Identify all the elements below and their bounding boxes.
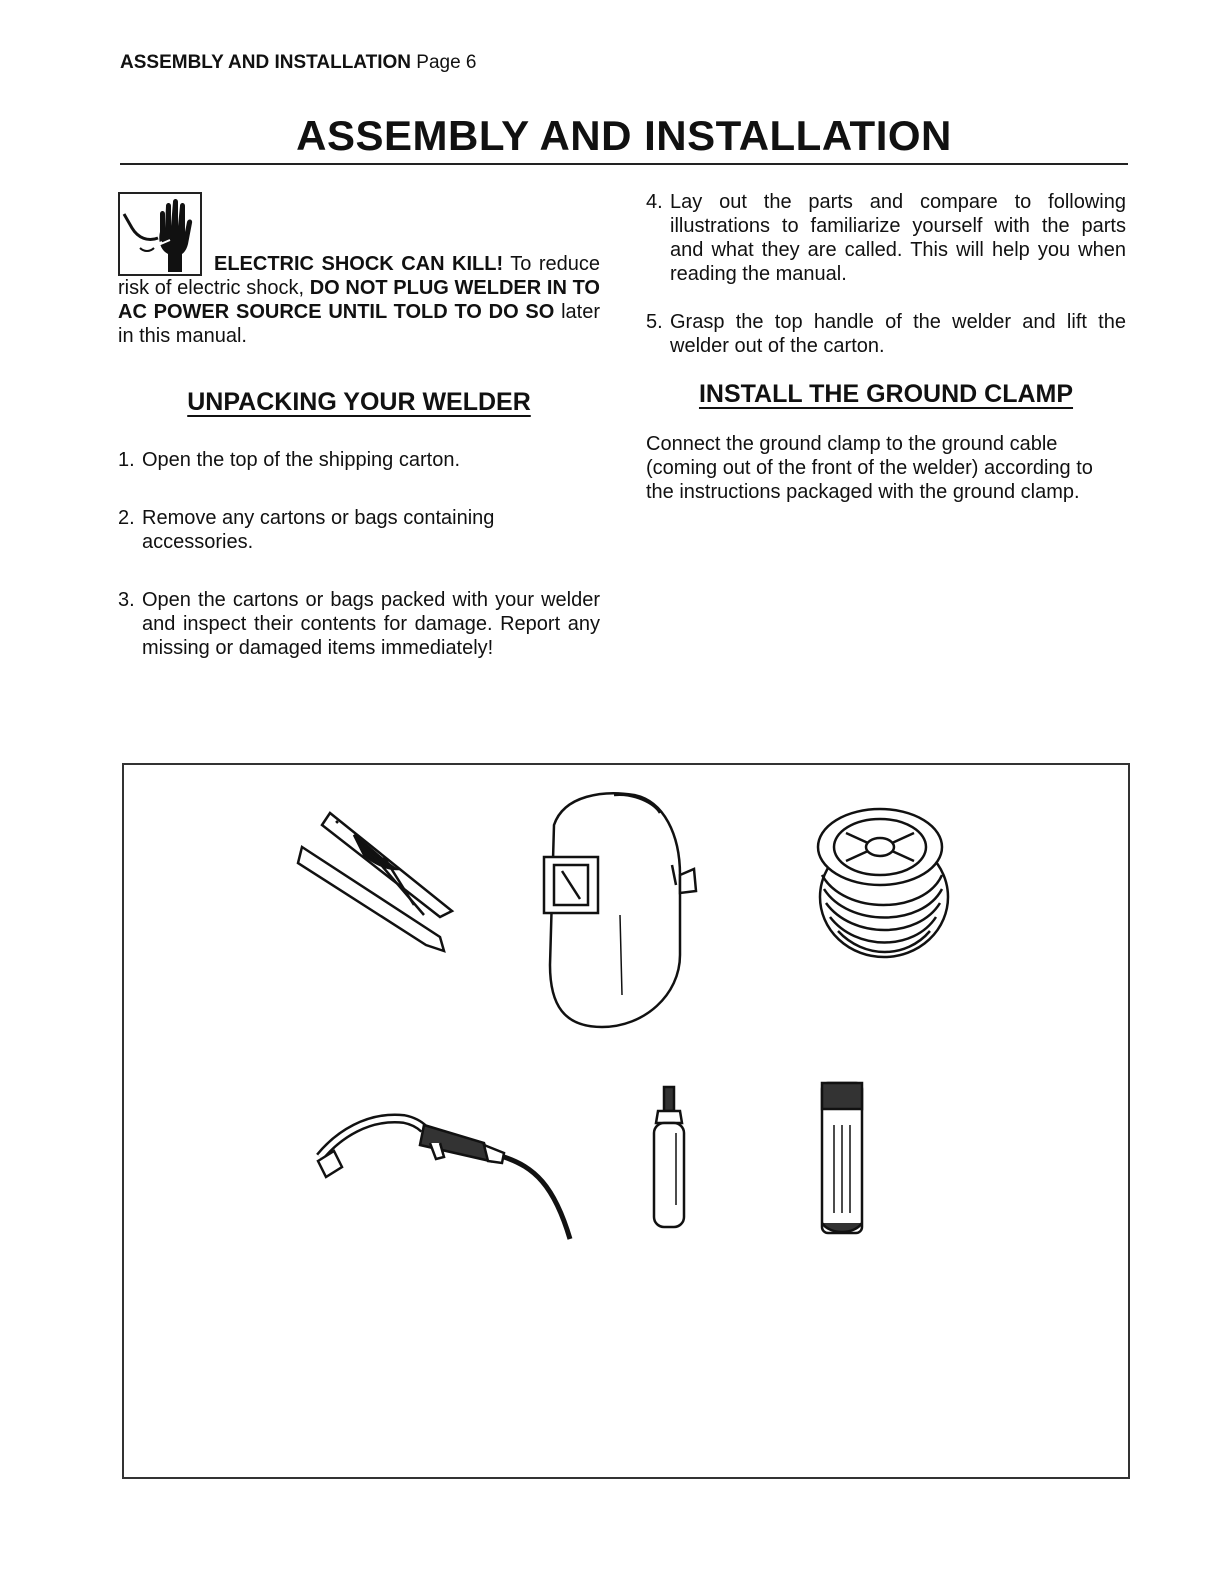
parts-illustration-drawing	[124, 765, 1128, 1477]
shock-warning	[118, 190, 600, 348]
hand-shock-icon	[118, 192, 202, 276]
gas-cylinder-icon	[654, 1087, 684, 1227]
step-number: 2.	[118, 507, 135, 529]
warning-bold-text: DO NOT PLUG WELDER IN TO AC POWER SOURCE UNTIL TOLD TO DO SO	[118, 277, 600, 323]
right-column	[646, 190, 1126, 504]
step-number: 3.	[118, 589, 135, 611]
warning-text-1: To reduce risk of electric shock,	[118, 253, 600, 299]
welding-helmet-icon	[544, 793, 696, 1027]
step-number: 5.	[646, 311, 663, 333]
step-4	[646, 190, 1126, 286]
warning-lead: ELECTRIC SHOCK CAN KILL!	[214, 253, 504, 275]
step-1	[118, 448, 600, 472]
step-2	[118, 506, 600, 554]
step-text: Remove any cartons or bags containing accessories.	[142, 507, 495, 553]
step-3	[118, 588, 600, 660]
mig-gun-icon	[318, 1118, 570, 1239]
running-header-section: ASSEMBLY AND INSTALLATION	[120, 52, 411, 73]
ground-clamp-icon	[298, 813, 452, 951]
unpacking-heading: UNPACKING YOUR WELDER	[187, 388, 531, 416]
left-column	[118, 190, 600, 660]
step-text: Open the cartons or bags packed with your welder and inspect their contents for damage. Report any missing or damaged items immediately!	[142, 589, 600, 659]
step-5	[646, 310, 1126, 358]
page-number: Page 6	[416, 52, 477, 73]
step-text: Lay out the parts and compare to following illustrations to familiarize yourself with the parts and what they are called. This will help you when reading the manual.	[670, 191, 1126, 285]
contact-tips-icon	[822, 1083, 862, 1233]
ground-clamp-heading: INSTALL THE GROUND CLAMP	[698, 380, 1074, 408]
wire-spool-icon	[818, 809, 948, 957]
title-divider	[120, 163, 1128, 165]
step-text: Grasp the top handle of the welder and lift the welder out of the carton.	[670, 311, 1126, 357]
ground-clamp-text: Connect the ground clamp to the ground cable (coming out of the front of the welder) according to the instructions packaged with the ground clamp.	[646, 433, 1093, 503]
step-number: 1.	[118, 449, 135, 471]
page-title: ASSEMBLY AND INSTALLATION	[296, 112, 952, 159]
running-header	[120, 52, 477, 74]
warning-text-2: later in this manual.	[118, 301, 600, 347]
step-text: Open the top of the shipping carton.	[142, 449, 460, 471]
parts-illustration	[122, 763, 1130, 1479]
step-number: 4.	[646, 191, 663, 213]
